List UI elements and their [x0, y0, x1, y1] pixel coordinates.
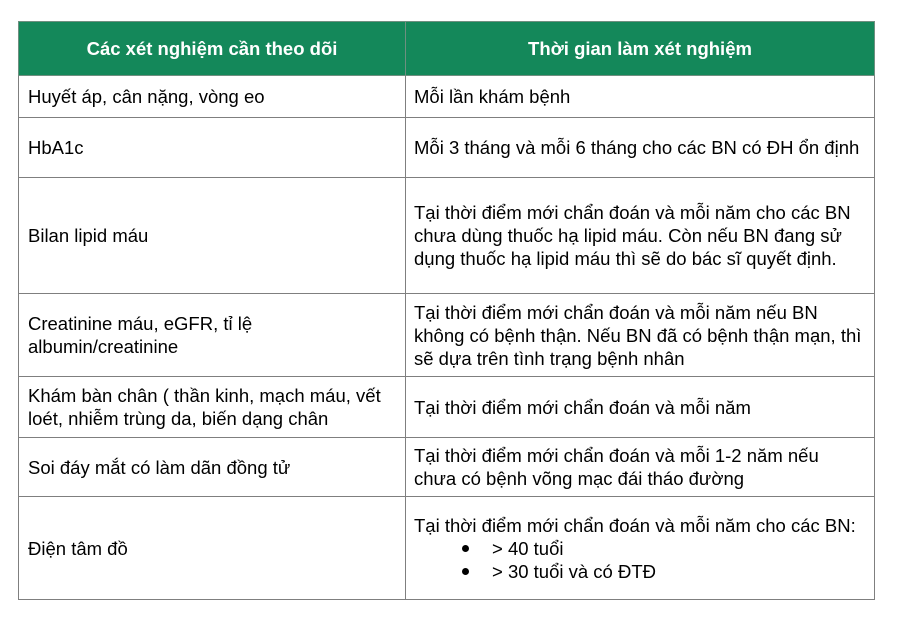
monitoring-table — [18, 21, 875, 600]
timing-cell: Tại thời điểm mới chẩn đoán và mỗi năm cho các BN chưa dùng thuốc hạ lipid máu. Còn nếu BN đang sử dụng thuốc hạ lipid máu thì sẽ do bác sĩ quyết định. — [406, 178, 875, 294]
test-cell: Khám bàn chân ( thần kinh, mạch máu, vết loét, nhiễm trùng da, biến dạng chân — [19, 377, 406, 438]
timing-cell: Mỗi lần khám bệnh — [406, 76, 875, 118]
table-row — [19, 497, 875, 600]
timing-cell: Tại thời điểm mới chẩn đoán và mỗi năm nếu BN không có bệnh thận. Nếu BN đã có bệnh thận mạn, thì sẽ dựa trên tình trạng bệnh nhân — [406, 294, 875, 377]
table-row — [19, 294, 875, 377]
table-row — [19, 438, 875, 497]
list-item — [462, 537, 866, 560]
timing-cell: Mỗi 3 tháng và mỗi 6 tháng cho các BN có ĐH ổn định — [406, 118, 875, 178]
list-item — [462, 560, 866, 583]
timing-cell — [406, 497, 875, 600]
criteria-text: > 40 tuổi — [492, 537, 564, 559]
timing-cell: Tại thời điểm mới chẩn đoán và mỗi năm — [406, 377, 875, 438]
header-timing: Thời gian làm xét nghiệm — [406, 22, 875, 76]
table-row — [19, 377, 875, 438]
bullet-icon — [462, 568, 469, 575]
timing-text: Tại thời điểm mới chẩn đoán và mỗi năm cho các BN: — [414, 514, 856, 536]
test-cell: Creatinine máu, eGFR, tỉ lệ albumin/creatinine — [19, 294, 406, 377]
timing-cell: Tại thời điểm mới chẩn đoán và mỗi 1-2 năm nếu chưa có bệnh võng mạc đái tháo đường — [406, 438, 875, 497]
table-row — [19, 118, 875, 178]
bullet-icon — [462, 545, 469, 552]
table-row — [19, 178, 875, 294]
table-header-row — [19, 22, 875, 76]
test-cell: HbA1c — [19, 118, 406, 178]
test-cell: Huyết áp, cân nặng, vòng eo — [19, 76, 406, 118]
criteria-text: > 30 tuổi và có ĐTĐ — [492, 560, 657, 582]
test-cell: Soi đáy mắt có làm dãn đồng tử — [19, 438, 406, 497]
test-cell: Điện tâm đồ — [19, 497, 406, 600]
criteria-list — [414, 537, 866, 583]
header-tests: Các xét nghiệm cần theo dõi — [19, 22, 406, 76]
test-cell: Bilan lipid máu — [19, 178, 406, 294]
table-row — [19, 76, 875, 118]
